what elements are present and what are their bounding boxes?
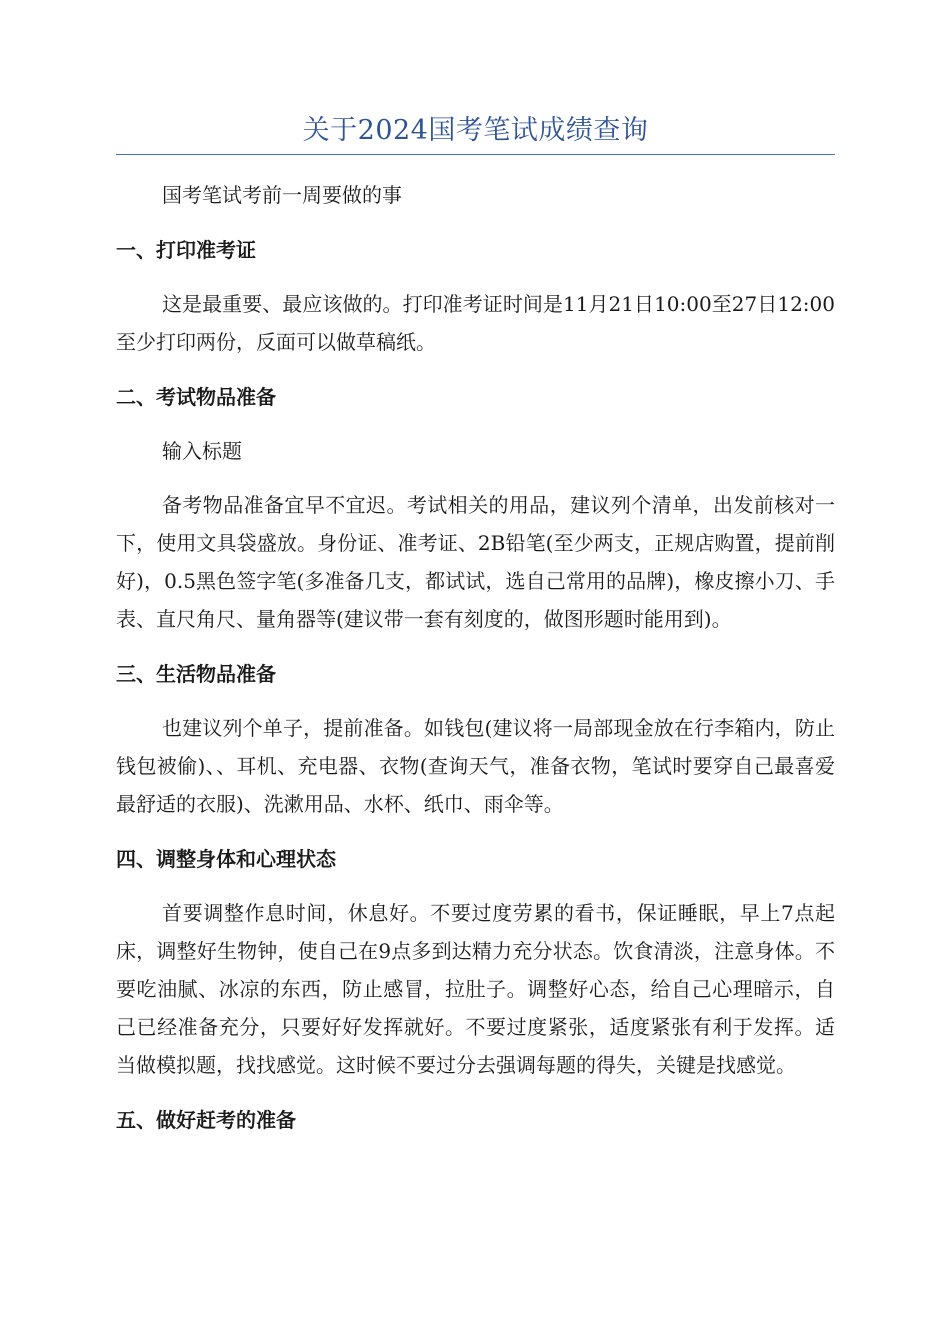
section-3-paragraph-1: 也建议列个单子，提前准备。如钱包(建议将一局部现金放在行李箱内，防止钱包被偷)、、耳机、充电器、衣物(查询天气，准备衣物，笔试时要穿自己最喜爱最舒适的衣服)、洗漱用品、水杯、纸巾、雨伞等。 xyxy=(116,716,835,816)
section-3-heading: 三、生活物品准备 xyxy=(116,662,276,686)
section-2-paragraph-2: 备考物品准备宜早不宜迟。考试相关的用品，建议列个清单，出发前核对一下，使用文具袋盛放。身份证、准考证、2B铅笔(至少两支，正规店购置，提前削好)，0.5黑色签字笔(多准备几支，都试试，选自己常用的品牌)，橡皮擦小刀、手表、直尺角尺、量角器等(建议带一套有刻度的，做图形题时能用到)。 xyxy=(116,493,835,631)
intro-paragraph: 国考笔试考前一周要做的事 xyxy=(162,183,402,207)
section-1-paragraph-1: 这是最重要、最应该做的。打印准考证时间是11月21日10:00至27日12:00至少打印两份，反面可以做草稿纸。 xyxy=(116,292,835,354)
section-2-paragraph-1: 输入标题 xyxy=(162,439,242,463)
section-5-heading: 五、做好赶考的准备 xyxy=(116,1108,296,1132)
section-2-heading: 二、考试物品准备 xyxy=(116,385,276,409)
document-title: 关于2024国考笔试成绩查询 xyxy=(302,115,649,146)
section-4-paragraph-1: 首要调整作息时间，休息好。不要过度劳累的看书，保证睡眠，早上7点起床，调整好生物钟，使自己在9点多到达精力充分状态。饮食清淡，注意身体。不要吃油腻、冰凉的东西，防止感冒，拉肚子。调整好心态，给自己心理暗示，自己已经准备充分，只要好好发挥就好。不要过度紧张，适度紧张有利于发挥。适当做模拟题，找找感觉。这时候不要过分去强调每题的得失，关键是找感觉。 xyxy=(116,901,835,1077)
section-1-heading: 一、打印准考证 xyxy=(116,238,256,262)
title-divider xyxy=(116,154,835,155)
section-4-heading: 四、调整身体和心理状态 xyxy=(116,847,336,871)
document-page xyxy=(116,108,835,1139)
